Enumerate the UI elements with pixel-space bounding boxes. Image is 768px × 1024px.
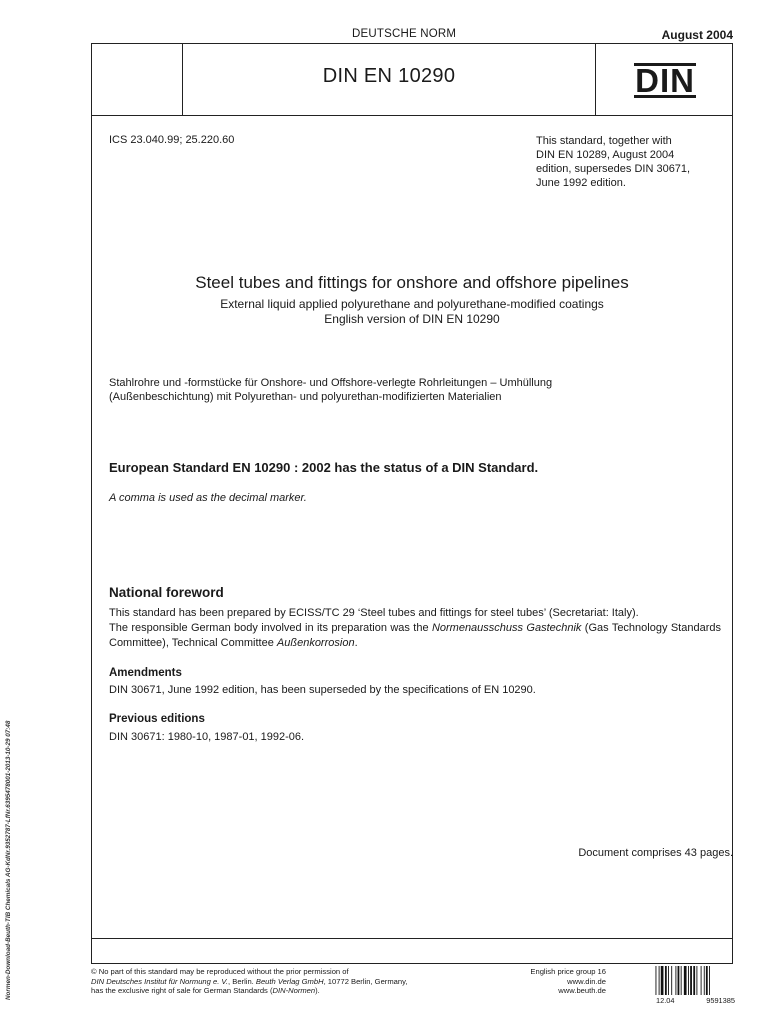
decimal-note: A comma is used as the decimal marker. [109, 492, 307, 504]
din-website-link[interactable]: www.din.de [567, 976, 606, 986]
german-title [109, 376, 729, 404]
beuth-publisher: Beuth Verlag GmbH [255, 976, 324, 986]
footer-rule [92, 938, 732, 963]
copyright-line [91, 977, 481, 987]
copyright-text: ). [315, 986, 320, 995]
amendments-heading: Amendments [109, 667, 182, 679]
price-info [490, 967, 606, 996]
barcode-number: 9591385 [706, 996, 735, 1005]
header-left-cell [92, 44, 183, 115]
german-title-line: (Außenbeschichtung) mit Polyurethan- und polyurethan-modifizierten Materialien [109, 391, 502, 403]
subtitle-line: English version of DIN EN 10290 [324, 312, 500, 326]
technical-committee-name: Außenkorrosion [276, 637, 355, 649]
price-group: English price group 16 [530, 967, 606, 976]
committee-name: Normenausschuss Gastechnik [431, 622, 582, 634]
previous-editions-heading: Previous editions [109, 713, 205, 725]
foreword-text: . [354, 637, 358, 649]
foreword-text: (Gas Technology Standards Committee), Technical Committee [109, 622, 721, 649]
din-institute: DIN Deutsches Institut für Normung e. V. [91, 976, 229, 986]
document-subtitle [91, 297, 733, 327]
copyright-text: , Berlin. [228, 976, 256, 986]
barcode-date: 12.04 [656, 996, 675, 1005]
supersede-line: This standard, together with [536, 135, 672, 147]
barcode-icon [655, 966, 735, 996]
status-statement: European Standard EN 10290 : 2002 has the status of a DIN Standard. [109, 460, 539, 475]
national-foreword-heading: National foreword [109, 585, 224, 600]
din-normen: DIN-Normen [272, 986, 316, 995]
document-title: Steel tubes and fittings for onshore and offshore pipelines [195, 273, 629, 292]
barcode [655, 966, 735, 1006]
supersede-line: edition, supersedes DIN 30671, [536, 163, 691, 175]
copyright-notice [91, 967, 481, 996]
previous-editions-text: DIN 30671: 1980-10, 1987-01, 1992-06. [109, 731, 305, 743]
copyright-text: , 10772 Berlin, Germany, [323, 976, 408, 986]
publication-date: August 2004 [661, 28, 733, 42]
copyright-line [91, 986, 481, 996]
ics-code: ICS 23.040.99; 25.220.60 [109, 134, 235, 146]
supersede-note [536, 134, 736, 190]
amendments-text: DIN 30671, June 1992 edition, has been superseded by the specifications of EN 10290. [109, 684, 536, 696]
download-watermark: Normen-Download-Beuth-TIB Chemicals AG-KdNr.9352787-LfNr.6395478001-2013-10-29 07:48 [5, 720, 12, 1000]
copyright-text: has the exclusive right of sale for German Standards ( [91, 986, 273, 995]
foreword-paragraph: This standard has been prepared by ECISS/TC 29 ‘Steel tubes and fittings for steel tubes’ (Secretariat: Italy). [109, 607, 639, 619]
supersede-line: June 1992 edition. [536, 177, 626, 189]
subtitle-line: External liquid applied polyurethane and polyurethane-modified coatings [220, 297, 604, 311]
national-foreword-body [109, 606, 721, 651]
foreword-text: The responsible German body involved in its preparation was the [109, 622, 432, 634]
document-number: DIN EN 10290 [322, 65, 456, 87]
supersede-line: DIN EN 10289, August 2004 [536, 149, 675, 161]
header-row [92, 44, 732, 116]
beuth-website-link[interactable]: www.beuth.de [558, 986, 606, 995]
din-logo: DIN [635, 62, 695, 99]
german-title-line: Stahlrohre und -formstücke für Onshore- und Offshore-verlegte Rohrleitungen – Umhüllung [109, 377, 553, 389]
header-logo-cell [595, 44, 732, 115]
foreword-paragraph [109, 621, 721, 651]
norm-label: DEUTSCHE NORM [352, 28, 457, 40]
page-count: Document comprises 43 pages. [578, 847, 733, 859]
copyright-line: © No part of this standard may be reproduced without the prior permission of [91, 967, 349, 976]
